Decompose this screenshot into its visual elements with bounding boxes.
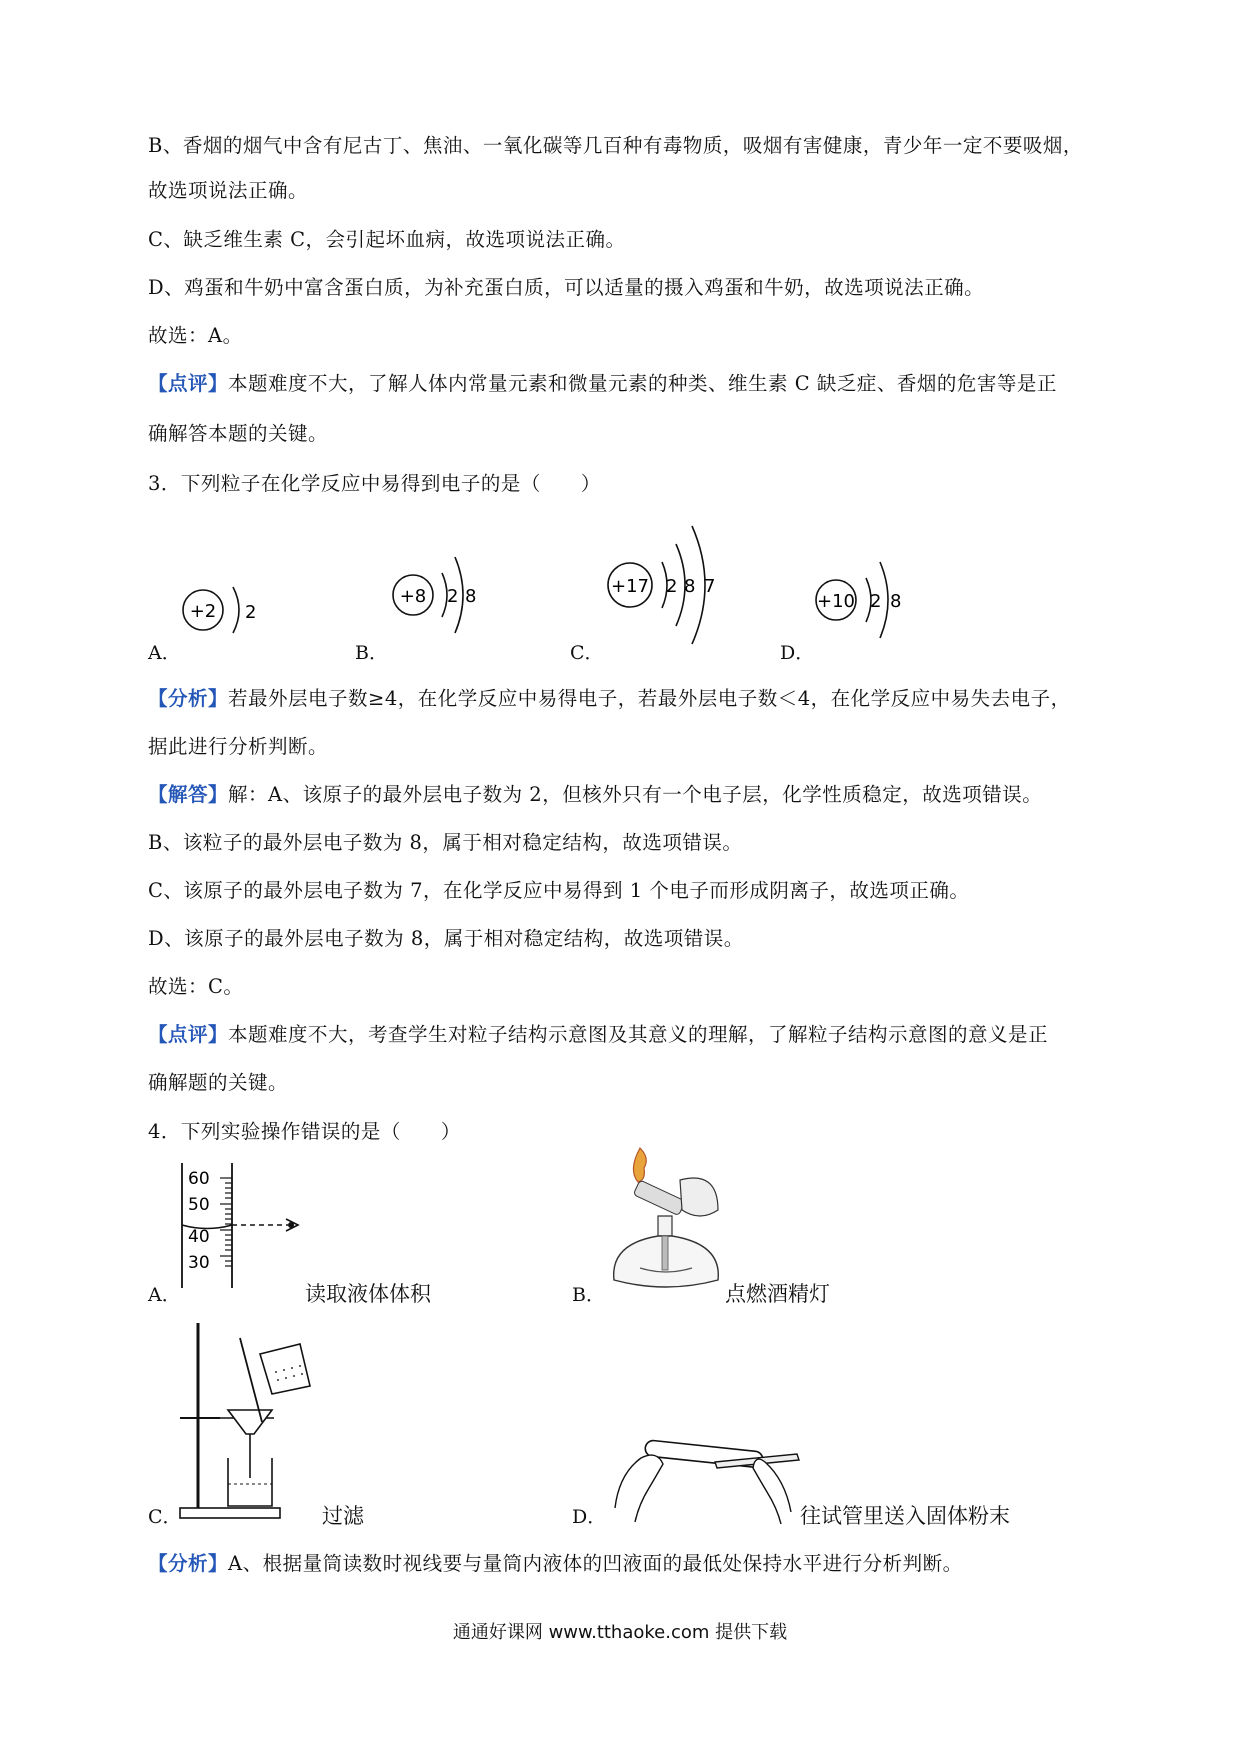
q4-option-d-label: D． — [572, 1506, 607, 1528]
flame-icon — [633, 1148, 646, 1182]
q3-diagram-b — [385, 535, 505, 655]
q4-option-d-caption: 往试管里送入固体粉末 — [800, 1504, 1010, 1528]
tick-marks — [220, 1178, 232, 1266]
q2-choice: 故选：A。 — [148, 324, 243, 347]
shell-count: 8 — [465, 586, 477, 607]
analysis-tag: 【分析】 — [148, 1552, 229, 1575]
test-tube-powder-illustration — [605, 1418, 805, 1528]
lamp-wick — [662, 1236, 668, 1270]
tilted-lamp-body — [680, 1178, 718, 1216]
shell-count: 2 — [666, 576, 678, 597]
q4-option-c-label: C． — [148, 1506, 182, 1528]
stand-base — [180, 1508, 280, 1518]
q4-analysis — [148, 1548, 963, 1576]
q3-answer-d: D、该原子的最外层电子数为 8，属于相对稳定结构，故选项错误。 — [148, 927, 744, 950]
q4-option-b-label: B． — [572, 1284, 605, 1306]
q2-option-b-line2: 故选项说法正确。 — [148, 179, 309, 202]
lamp-neck — [658, 1216, 672, 1236]
graduated-cylinder-illustration — [170, 1158, 320, 1298]
eye-pupil — [288, 1222, 294, 1228]
q3-option-a-label: A． — [148, 642, 181, 664]
q3-analysis — [148, 683, 1071, 711]
q2-comment-text: 本题难度不大，了解人体内常量元素和微量元素的种类、维生素 C 缺乏症、香烟的危害等是正 — [228, 372, 1057, 395]
q3-option-d-label: D． — [780, 642, 815, 664]
q3-option-c-label: C． — [570, 642, 604, 664]
tick-label: 30 — [188, 1253, 210, 1273]
comment-tag: 【点评】 — [148, 1023, 229, 1046]
tick-label: 40 — [188, 1227, 210, 1247]
shell-count: 8 — [890, 591, 902, 612]
nucleus-charge: +8 — [399, 586, 427, 607]
tick-label: 50 — [188, 1195, 210, 1215]
q3-answer-b: B、该粒子的最外层电子数为 8，属于相对稳定结构，故选项错误。 — [148, 831, 743, 854]
q4-option-b-caption: 点燃酒精灯 — [725, 1282, 830, 1306]
funnel — [228, 1410, 272, 1434]
shell-count: 2 — [447, 586, 459, 607]
q2-comment — [148, 368, 1057, 396]
q3-analysis-text: 若最外层电子数≥4，在化学反应中易得电子，若最外层电子数＜4，在化学反应中易失去电子， — [228, 687, 1071, 710]
electron-shell-arc — [233, 587, 239, 633]
filtration-illustration — [170, 1318, 340, 1523]
q3-diagram-c — [600, 500, 760, 660]
q4-analysis-text: A、根据量筒读数时视线要与量筒内液体的凹液面的最低处保持水平进行分析判断。 — [228, 1552, 963, 1575]
q3-answer — [148, 779, 1042, 807]
alcohol-lamp-illustration — [600, 1140, 740, 1300]
q3-stem: 3．下列粒子在化学反应中易得到电子的是（ ） — [148, 472, 601, 495]
tick-label: 60 — [188, 1169, 210, 1189]
shell-count: 2 — [870, 591, 882, 612]
nucleus-charge: +10 — [817, 591, 855, 612]
q2-option-c: C、缺乏维生素 C，会引起坏血病，故选项说法正确。 — [148, 228, 626, 251]
right-hand — [753, 1459, 791, 1524]
left-hand — [615, 1455, 663, 1522]
q4-option-a-caption: 读取液体体积 — [305, 1282, 431, 1306]
q4-stem: 4．下列实验操作错误的是（ ） — [148, 1120, 461, 1143]
q2-option-b-line1: B、香烟的烟气中含有尼古丁、焦油、一氧化碳等几百种有毒物质，吸烟有害健康，青少年一定不要吸烟， — [148, 134, 1083, 157]
q2-comment-line2: 确解答本题的关键。 — [148, 422, 329, 445]
q4-option-c-caption: 过滤 — [322, 1504, 364, 1528]
q3-analysis-line2: 据此进行分析判断。 — [148, 735, 329, 758]
q3-comment — [148, 1019, 1048, 1047]
shell-count: 8 — [684, 576, 696, 597]
answer-tag: 【解答】 — [148, 783, 229, 806]
nucleus-charge: +2 — [189, 601, 217, 622]
lamp-held-tilted — [633, 1180, 685, 1216]
analysis-tag: 【分析】 — [148, 687, 229, 710]
q3-comment-line2: 确解题的关键。 — [148, 1071, 289, 1094]
q3-answer-a: 解：A、该原子的最外层电子数为 2，但核外只有一个电子层，化学性质稳定，故选项错误。 — [228, 783, 1043, 806]
q3-answer-c: C、该原子的最外层电子数为 7，在化学反应中易得到 1 个电子而形成阴离子，故选项正确。 — [148, 879, 970, 902]
nucleus-charge: +17 — [611, 576, 649, 597]
page-footer: 通通好课网 www.tthaoke.com 提供下载 — [452, 1622, 788, 1643]
q3-diagram-a — [175, 560, 265, 660]
q3-choice: 故选：C。 — [148, 975, 244, 998]
q2-option-d: D、鸡蛋和牛奶中富含蛋白质，为补充蛋白质，可以适量的摄入鸡蛋和牛奶，故选项说法正确。 — [148, 276, 985, 299]
q3-option-b-label: B． — [355, 642, 388, 664]
q4-option-a-label: A． — [148, 1284, 181, 1306]
shell-count: 2 — [245, 602, 257, 623]
q3-comment-text: 本题难度不大，考查学生对粒子结构示意图及其意义的理解，了解粒子结构示意图的意义是正 — [228, 1023, 1049, 1046]
shell-count: 7 — [704, 576, 716, 597]
comment-tag: 【点评】 — [148, 372, 229, 395]
q3-diagram-d — [808, 540, 928, 660]
pouring-beaker — [260, 1344, 310, 1394]
